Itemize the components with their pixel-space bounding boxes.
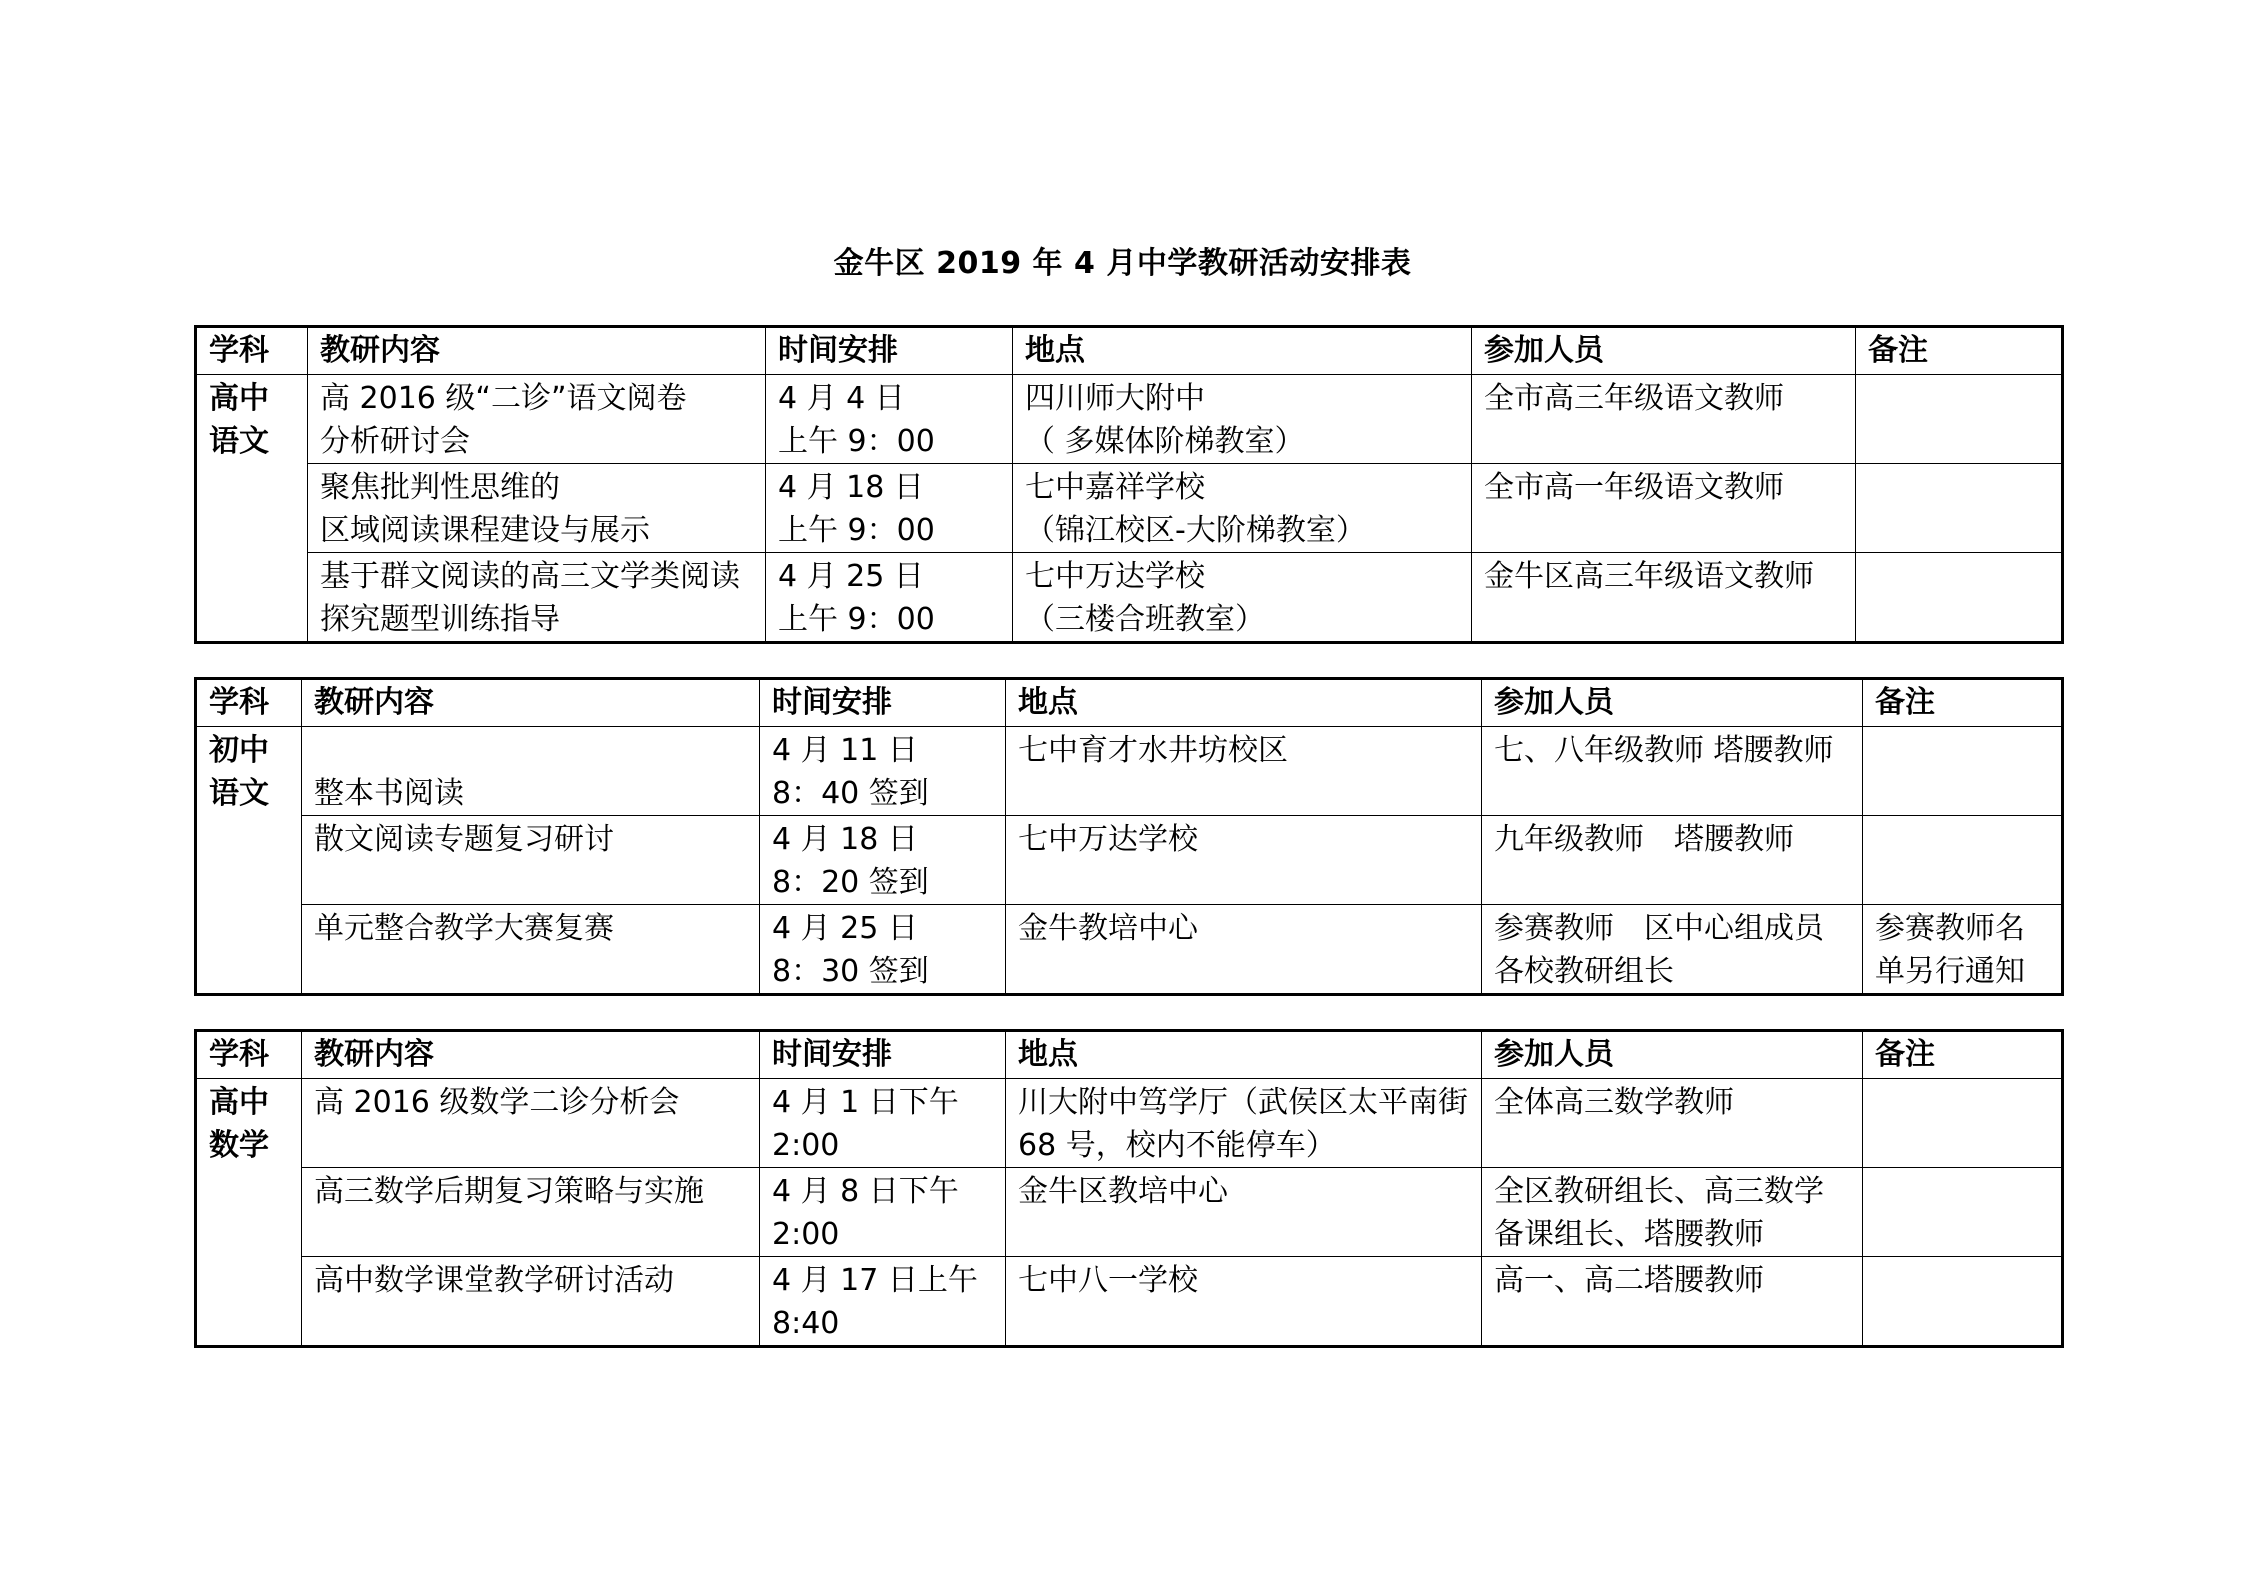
- remarks-cell: [1856, 553, 2063, 643]
- content-cell: 高三数学后期复习策略与实施: [302, 1168, 760, 1257]
- participants-cell: 九年级教师 塔腰教师: [1482, 816, 1863, 905]
- header-content: 教研内容: [302, 679, 760, 727]
- participants-cell: 参赛教师 区中心组成员 各校教研组长: [1482, 905, 1863, 995]
- time-cell: 4 月 25 日 8：30 签到: [760, 905, 1006, 995]
- location-cell: 四川师大附中 （ 多媒体阶梯教室）: [1013, 375, 1472, 464]
- header-participants: 参加人员: [1482, 679, 1863, 727]
- time-cell: 4 月 18 日 8：20 签到: [760, 816, 1006, 905]
- content-cell: 聚焦批判性思维的 区域阅读课程建设与展示: [308, 464, 766, 553]
- location-cell: 七中八一学校: [1006, 1257, 1482, 1347]
- content-cell: 整本书阅读: [302, 727, 760, 816]
- table-row: [196, 1079, 2063, 1168]
- participants-cell: 全区教研组长、高三数学备课组长、塔腰教师: [1482, 1168, 1863, 1257]
- table-row: [196, 553, 2063, 643]
- time-cell: 4 月 4 日 上午 9：00: [766, 375, 1013, 464]
- header-content: 教研内容: [302, 1031, 760, 1079]
- participants-cell: 全市高一年级语文教师: [1472, 464, 1856, 553]
- participants-cell: 金牛区高三年级语文教师: [1472, 553, 1856, 643]
- participants-cell: 全体高三数学教师: [1482, 1079, 1863, 1168]
- content-cell: 高 2016 级数学二诊分析会: [302, 1079, 760, 1168]
- subject-cell: 初中 语文: [196, 727, 302, 995]
- location-cell: 七中嘉祥学校 （锦江校区-大阶梯教室）: [1013, 464, 1472, 553]
- remarks-cell: [1863, 727, 2063, 816]
- page-title: 金牛区 2019 年 4 月中学教研活动安排表: [833, 246, 1412, 281]
- schedule-table-high-school-chinese: [194, 325, 2064, 644]
- subject-cell: 高中 数学: [196, 1079, 302, 1347]
- table-row: [196, 727, 2063, 816]
- time-cell: 4 月 8 日下午 2:00: [760, 1168, 1006, 1257]
- header-subject: 学科: [196, 1031, 302, 1079]
- participants-cell: 全市高三年级语文教师: [1472, 375, 1856, 464]
- content-cell: 高中数学课堂教学研讨活动: [302, 1257, 760, 1347]
- header-content: 教研内容: [308, 327, 766, 375]
- location-cell: 七中育才水井坊校区: [1006, 727, 1482, 816]
- remarks-cell: [1863, 816, 2063, 905]
- header-subject: 学科: [196, 679, 302, 727]
- time-cell: 4 月 25 日 上午 9：00: [766, 553, 1013, 643]
- time-cell: 4 月 1 日下午 2:00: [760, 1079, 1006, 1168]
- content-cell: 散文阅读专题复习研讨: [302, 816, 760, 905]
- header-remarks: 备注: [1863, 1031, 2063, 1079]
- content-cell: 高 2016 级“二诊”语文阅卷 分析研讨会: [308, 375, 766, 464]
- content-cell: 单元整合教学大赛复赛: [302, 905, 760, 995]
- location-cell: 七中万达学校: [1006, 816, 1482, 905]
- header-participants: 参加人员: [1482, 1031, 1863, 1079]
- table-row: [196, 464, 2063, 553]
- location-cell: 川大附中笃学厅（武侯区太平南街 68 号，校内不能停车）: [1006, 1079, 1482, 1168]
- table-header-row: [196, 679, 2063, 727]
- remarks-cell: [1863, 1257, 2063, 1347]
- header-time: 时间安排: [760, 1031, 1006, 1079]
- table-header-row: [196, 1031, 2063, 1079]
- content-cell: 基于群文阅读的高三文学类阅读探究题型训练指导: [308, 553, 766, 643]
- subject-cell: 高中 语文: [196, 375, 308, 643]
- header-remarks: 备注: [1856, 327, 2063, 375]
- table-header-row: [196, 327, 2063, 375]
- time-cell: 4 月 11 日 8：40 签到: [760, 727, 1006, 816]
- header-location: 地点: [1006, 1031, 1482, 1079]
- header-subject: 学科: [196, 327, 308, 375]
- remarks-cell: [1856, 375, 2063, 464]
- time-cell: 4 月 17 日上午 8:40: [760, 1257, 1006, 1347]
- table-row: [196, 816, 2063, 905]
- location-cell: 七中万达学校 （三楼合班教室）: [1013, 553, 1472, 643]
- participants-cell: 高一、高二塔腰教师: [1482, 1257, 1863, 1347]
- schedule-table-middle-school-chinese: [194, 677, 2064, 996]
- remarks-cell: [1863, 1079, 2063, 1168]
- header-time: 时间安排: [760, 679, 1006, 727]
- table-row: [196, 1168, 2063, 1257]
- time-cell: 4 月 18 日 上午 9：00: [766, 464, 1013, 553]
- location-cell: 金牛教培中心: [1006, 905, 1482, 995]
- header-location: 地点: [1013, 327, 1472, 375]
- schedule-table-high-school-math: [194, 1029, 2064, 1348]
- remarks-cell: [1863, 1168, 2063, 1257]
- header-time: 时间安排: [766, 327, 1013, 375]
- table-row: [196, 375, 2063, 464]
- header-location: 地点: [1006, 679, 1482, 727]
- participants-cell: 七、八年级教师 塔腰教师: [1482, 727, 1863, 816]
- remarks-cell: 参赛教师名单另行通知: [1863, 905, 2063, 995]
- location-cell: 金牛区教培中心: [1006, 1168, 1482, 1257]
- table-row: [196, 1257, 2063, 1347]
- table-row: [196, 905, 2063, 995]
- remarks-cell: [1856, 464, 2063, 553]
- header-remarks: 备注: [1863, 679, 2063, 727]
- header-participants: 参加人员: [1472, 327, 1856, 375]
